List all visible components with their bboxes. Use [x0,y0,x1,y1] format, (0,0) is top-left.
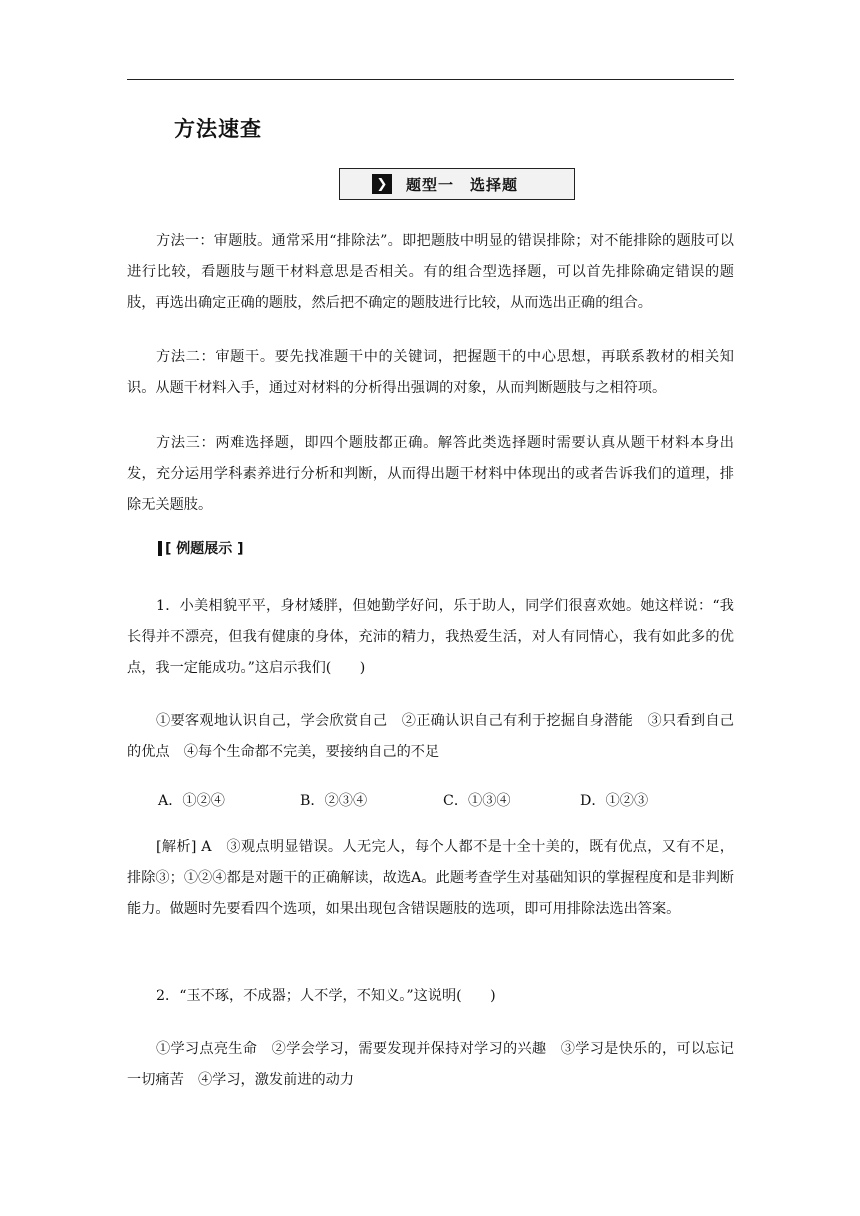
heading-bar-icon [158,541,162,556]
section-title: 方法速查 [174,117,262,141]
question-1-statements: ①要客观地认识自己，学会欣赏自己 ②正确认识自己有利于挖掘自身潜能 ③只看到自己的优点 ④每个生命都不完美，要接纳自己的不足 [127,713,734,760]
banner-label: 题型一 选择题 [406,175,519,194]
question-1-stem: 1．小美相貌平平，身材矮胖，但她勤学好问，乐于助人，同学们很喜欢她。她这样说：“我长得并不漂亮，但我有健康的身体，充沛的精力，我热爱生活，对人有同情心，我有如此多的优点，我一定能成功。”这启示我们( ) [127,598,734,676]
option-c: C．①③④ [443,793,511,809]
question-type-banner [339,168,575,200]
question-1-options [158,786,678,817]
option-b: B．②③④ [300,793,368,809]
examples-heading [158,538,244,558]
method-three-paragraph: 方法三：两难选择题，即四个题肢都正确。解答此类选择题时需要认真从题干材料本身出发，充分运用学科素养进行分析和判断，从而得出题干材料中体现出的或者告诉我们的道理，排除无关题肢。 [127,435,734,513]
examples-heading-label: [ 例题展示 ] [165,541,244,557]
method-two-paragraph: 方法二：审题干。要先找准题干中的关键词，把握题干的中心思想，再联系教材的相关知识。从题干材料入手，通过对材料的分析得出强调的对象，从而判断题肢与之相符项。 [127,349,734,396]
method-one-paragraph: 方法一：审题肢。通常采用“排除法”。即把题肢中明显的错误排除；对不能排除的题肢可以进行比较，看题肢与题干材料意思是否相关。有的组合型选择题，可以首先排除确定错误的题肢，再选出确定正确的题肢，然后把不确定的题肢进行比较，从而选出正确的组合。 [127,233,734,311]
question-1-analysis: [解析] A ③观点明显错误。人无完人，每个人都不是十全十美的，既有优点，又有不足，排除③；①②④都是对题干的正确解读，故选A。此题考查学生对基础知识的掌握程度和是非判断能力。做题时先要看四个选项，如果出现包含错误题肢的选项，即可用排除法选出答案。 [127,839,734,917]
chevron-right-icon: ❯ [372,174,392,194]
question-2-stem: 2．“玉不琢，不成器；人不学，不知义。”这说明( ) [156,988,496,1004]
header-rule [127,79,734,80]
option-d: D．①②③ [580,793,649,809]
option-a: A．①②④ [158,793,225,809]
question-2-statements: ①学习点亮生命 ②学会学习，需要发现并保持对学习的兴趣 ③学习是快乐的，可以忘记一切痛苦 ④学习，激发前进的动力 [127,1041,734,1088]
